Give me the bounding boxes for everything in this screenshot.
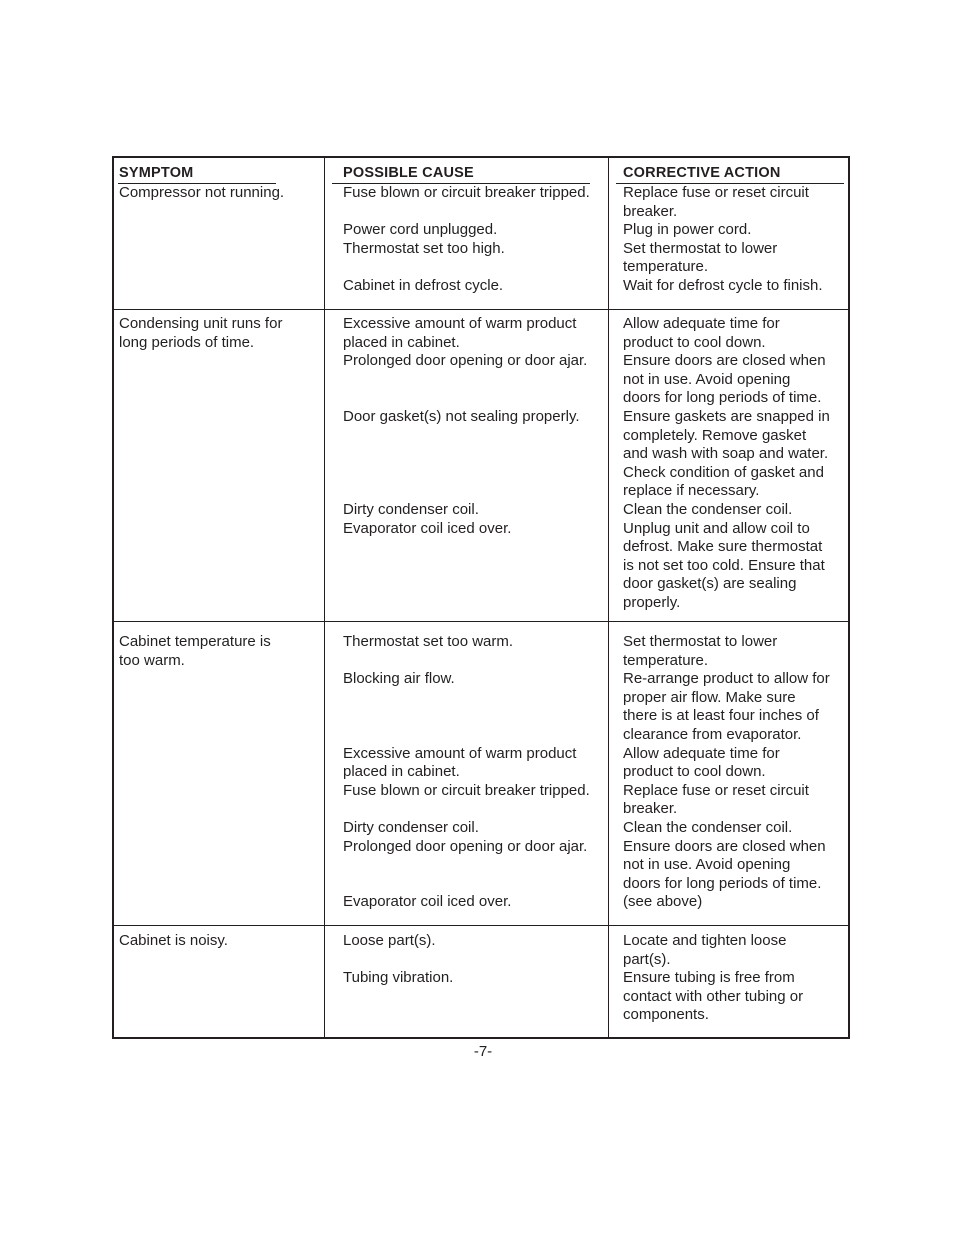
cause-line (343, 258, 590, 277)
action-line: there is at least four inches of (623, 707, 819, 725)
action-line: Set thermostat to lower (623, 239, 778, 257)
cause-line (343, 445, 587, 464)
action-line: Ensure doors are closed when (623, 352, 826, 370)
action-line: Locate and tighten loose (623, 932, 787, 949)
symptom-line: Condensing unit runs for (119, 315, 283, 332)
action-line: doors for long periods of time. (623, 389, 822, 407)
cause-line: Evaporator coil iced over. (343, 893, 512, 911)
row-2-corrective-action (623, 315, 830, 613)
action-line: contact with other tubing or (623, 987, 804, 1005)
action-line: temperature. (623, 258, 709, 276)
cause-line: Thermostat set too warm. (343, 633, 514, 650)
action-line: doors for long periods of time. (623, 874, 822, 892)
action-line: Allow adequate time for (623, 315, 780, 332)
troubleshooting-table (112, 156, 850, 1039)
action-line: clearance from evaporator. (623, 725, 802, 743)
action-line: product to cool down. (623, 333, 766, 351)
row-3-possible-cause (343, 633, 590, 912)
action-line: Ensure tubing is free from (623, 969, 795, 987)
cause-line: Blocking air flow. (343, 670, 455, 688)
cause-line: Power cord unplugged. (343, 221, 498, 239)
cause-line: Excessive amount of warm product (343, 315, 577, 332)
header-possible-cause: POSSIBLE CAUSE (343, 165, 474, 181)
column-divider-2 (608, 158, 609, 1037)
action-line: Replace fuse or reset circuit (623, 781, 809, 799)
row-4-possible-cause (343, 932, 453, 988)
cause-line: Excessive amount of warm product (343, 744, 577, 762)
cause-line: Fuse blown or circuit breaker tripped. (343, 781, 590, 799)
action-line: product to cool down. (623, 763, 766, 781)
symptom-line: long periods of time. (119, 333, 255, 351)
action-line: proper air flow. Make sure (623, 688, 796, 706)
action-line: not in use. Avoid opening (623, 370, 791, 388)
cause-line (343, 389, 587, 408)
cause-line: Loose part(s). (343, 932, 436, 949)
cause-line (343, 800, 590, 819)
action-line: Plug in power cord. (623, 221, 752, 239)
row-2-symptom (119, 315, 282, 352)
action-line: is not set too cold. Ensure that (623, 556, 825, 574)
row-1-symptom (119, 184, 284, 203)
cause-line (343, 726, 590, 745)
cause-line: Fuse blown or circuit breaker tripped. (343, 184, 590, 201)
row-separator-2 (114, 621, 848, 622)
action-line: Re-arrange product to allow for (623, 670, 830, 688)
row-3-symptom (119, 633, 271, 670)
symptom-line: too warm. (119, 651, 185, 669)
cause-line: Evaporator coil iced over. (343, 519, 512, 537)
cause-line: placed in cabinet. (343, 333, 460, 351)
action-line: components. (623, 1006, 709, 1024)
cause-line: Prolonged door opening or door ajar. (343, 837, 588, 855)
cause-line (343, 875, 590, 894)
action-line: Set thermostat to lower (623, 633, 778, 650)
page-number: -7- (473, 1043, 493, 1060)
cause-line: Tubing vibration. (343, 969, 454, 987)
action-line: Ensure gaskets are snapped in (623, 407, 830, 425)
cause-line (343, 464, 587, 483)
action-line: Clean the condenser coil. (623, 500, 793, 518)
cause-line: Door gasket(s) not sealing properly. (343, 407, 580, 425)
cause-line (343, 427, 587, 446)
row-2-possible-cause (343, 315, 587, 538)
action-line: properly. (623, 593, 681, 611)
header-symptom: SYMPTOM (119, 165, 194, 181)
action-line: door gasket(s) are sealing (623, 575, 797, 593)
row-separator-3 (114, 925, 848, 926)
cause-line (343, 707, 590, 726)
action-line: Unplug unit and allow coil to (623, 519, 810, 537)
action-line: Check condition of gasket and (623, 463, 824, 481)
cause-line (343, 689, 590, 708)
cause-line: Thermostat set too high. (343, 239, 505, 257)
action-line: part(s). (623, 950, 671, 968)
row-4-corrective-action (623, 932, 803, 1025)
action-line: replace if necessary. (623, 482, 760, 500)
symptom-line: Compressor not running. (119, 184, 285, 201)
action-line: breaker. (623, 202, 678, 220)
row-1-possible-cause (343, 184, 590, 296)
action-line: and wash with soap and water. (623, 445, 829, 463)
action-line: Clean the condenser coil. (623, 818, 793, 836)
cause-line: Prolonged door opening or door ajar. (343, 352, 588, 370)
action-line: Ensure doors are closed when (623, 837, 826, 855)
action-line: breaker. (623, 800, 678, 818)
cause-line: Dirty condenser coil. (343, 500, 479, 518)
cause-line (343, 371, 587, 390)
action-line: defrost. Make sure thermostat (623, 538, 823, 556)
cause-line: placed in cabinet. (343, 763, 460, 781)
header-corrective-action: CORRECTIVE ACTION (623, 165, 781, 181)
row-separator-1 (114, 309, 848, 310)
cause-line (343, 951, 453, 970)
cause-line (343, 482, 587, 501)
action-line: not in use. Avoid opening (623, 856, 791, 874)
action-line: Replace fuse or reset circuit (623, 184, 809, 201)
row-4-symptom (119, 932, 228, 951)
cause-line (343, 856, 590, 875)
cause-line (343, 203, 590, 222)
action-line: temperature. (623, 651, 709, 669)
symptom-line: Cabinet temperature is (119, 633, 271, 650)
symptom-line: Cabinet is noisy. (119, 932, 228, 949)
row-3-corrective-action (623, 633, 830, 912)
row-1-corrective-action (623, 184, 823, 296)
cause-line: Dirty condenser coil. (343, 818, 479, 836)
column-divider-1 (324, 158, 325, 1037)
action-line: (see above) (623, 893, 703, 911)
cause-line (343, 652, 590, 671)
action-line: Wait for defrost cycle to finish. (623, 276, 823, 294)
action-line: completely. Remove gasket (623, 426, 807, 444)
cause-line: Cabinet in defrost cycle. (343, 276, 504, 294)
action-line: Allow adequate time for (623, 744, 780, 762)
